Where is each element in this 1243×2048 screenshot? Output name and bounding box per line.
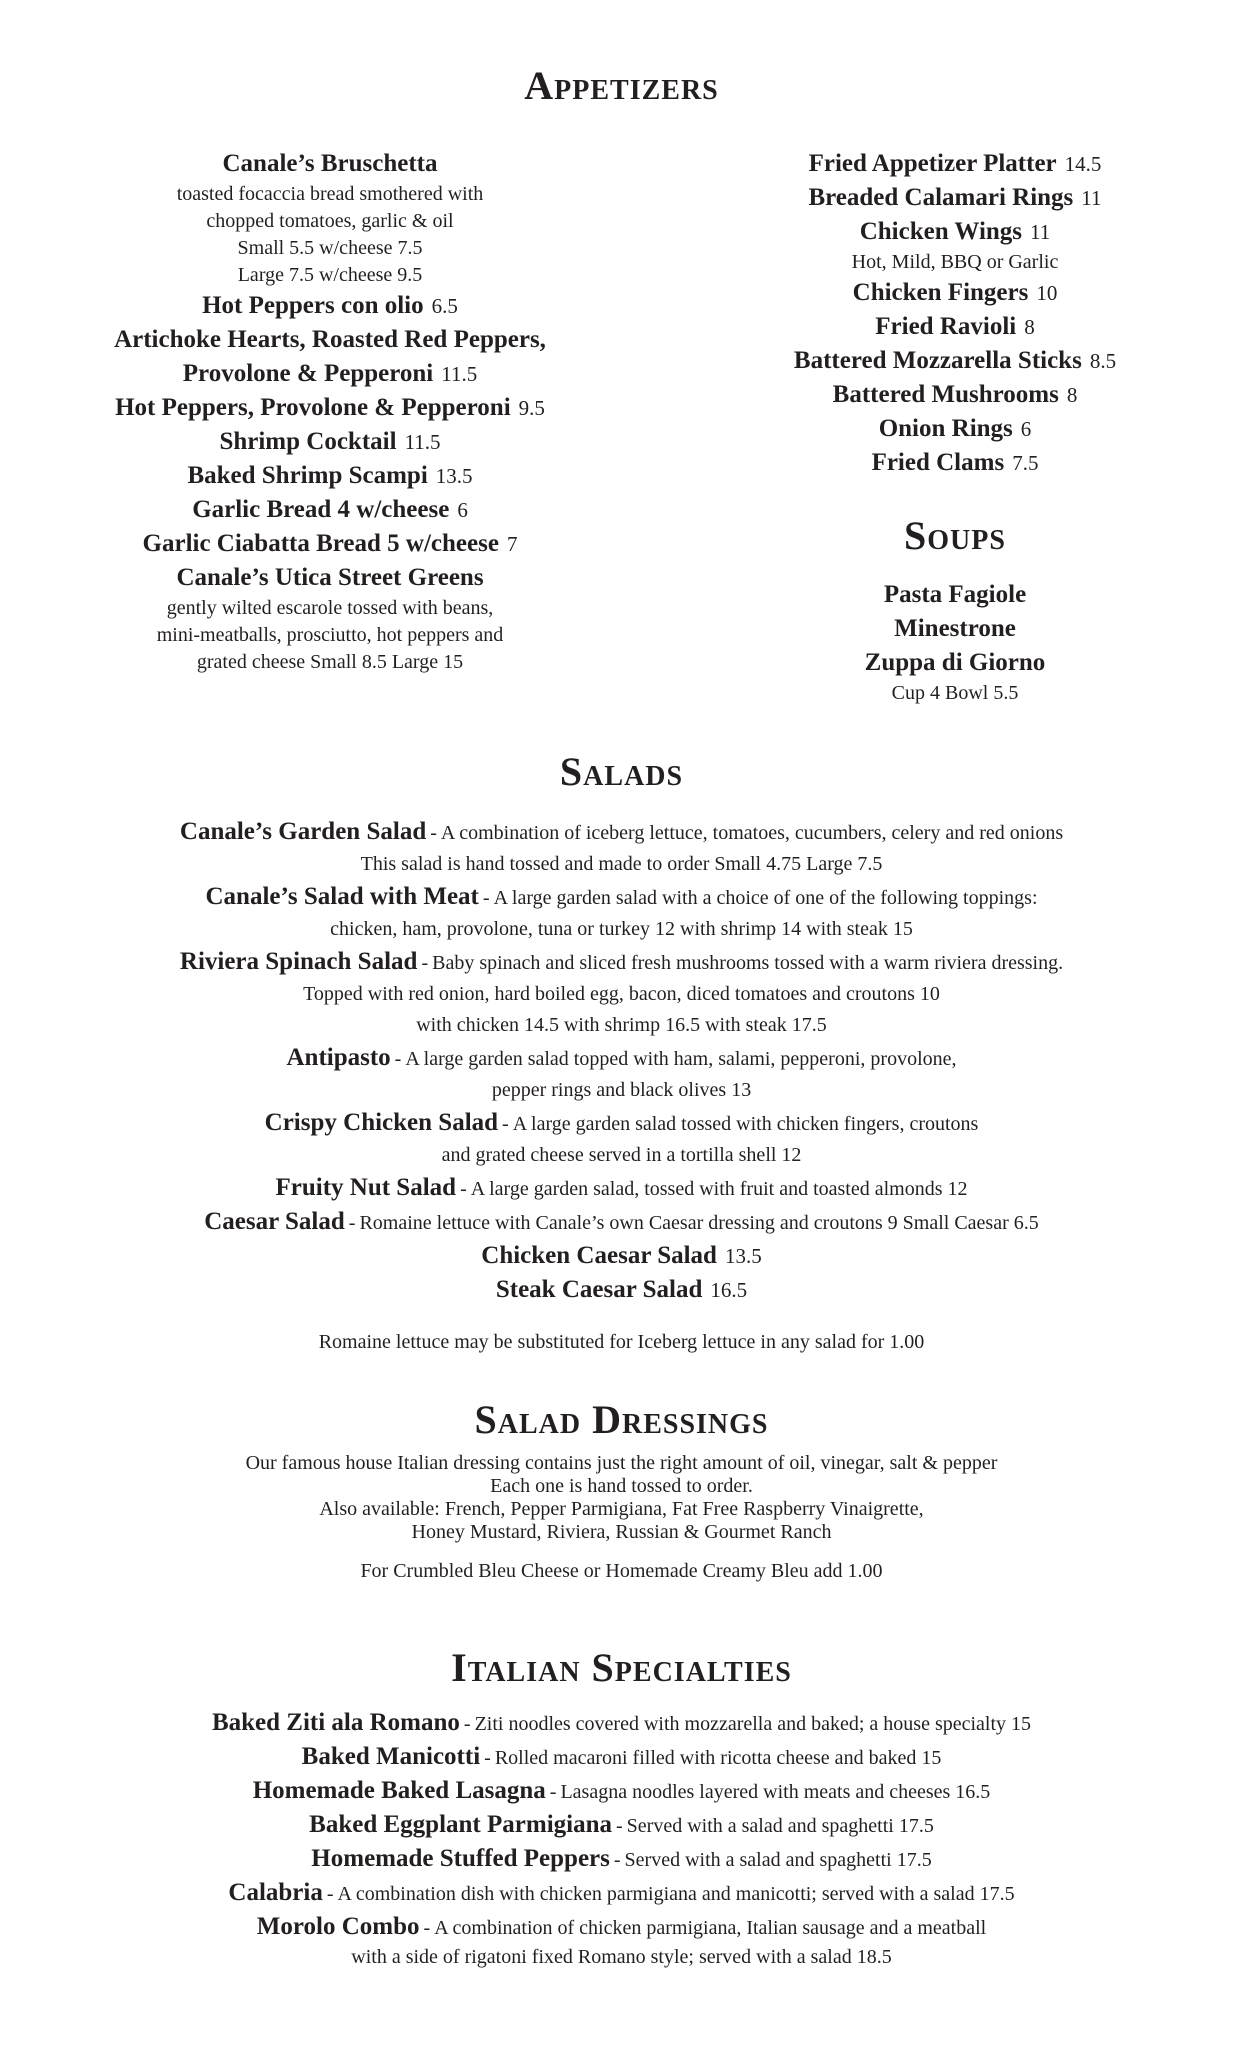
menu-item <box>720 578 1190 612</box>
appetizers-left-column <box>70 147 590 676</box>
separator: - <box>613 1849 621 1871</box>
menu-item-price: 14.5 <box>1064 152 1102 176</box>
menu-item <box>70 459 590 493</box>
menu-item-name: Onion Rings <box>878 415 1013 442</box>
menu-item-name: Chicken Caesar Salad <box>481 1242 717 1269</box>
menu-item <box>720 276 1190 310</box>
menu-line <box>0 1910 1243 1944</box>
menu-item-name: Garlic Bread 4 w/cheese <box>192 496 450 523</box>
menu-line <box>0 1706 1243 1740</box>
menu-line <box>0 1808 1243 1842</box>
menu-line <box>0 1041 1243 1075</box>
menu-item-name: Breaded Calamari Rings <box>808 184 1074 211</box>
dressing-note: For Crumbled Bleu Cheese or Homemade Creamy Bleu add 1.00 <box>360 1560 883 1582</box>
menu-item <box>720 310 1190 344</box>
soups-list <box>720 578 1190 707</box>
menu-line <box>0 1239 1243 1273</box>
menu-item-price: 8 <box>1066 383 1078 407</box>
menu-item <box>720 446 1190 480</box>
menu-item-name: Artichoke Hearts, Roasted Red Peppers, <box>114 326 546 353</box>
appetizers-right-column <box>720 147 1190 480</box>
menu-item-name: Chicken Fingers <box>852 279 1029 306</box>
menu-item-price: 16.5 <box>710 1278 748 1302</box>
menu-item <box>720 646 1190 680</box>
separator: - <box>394 1048 402 1070</box>
menu-item <box>720 378 1190 412</box>
menu-line: Topped with red onion, hard boiled egg, bacon, diced tomatoes and croutons 10 <box>303 983 940 1005</box>
menu-line: pepper rings and black olives 13 <box>491 1079 752 1101</box>
menu-item-description: Ziti noodles covered with mozzarella and baked; a house specialty 15 <box>474 1713 1032 1735</box>
menu-item <box>70 391 590 425</box>
menu-item-price: 8 <box>1024 315 1035 339</box>
menu-item-price: 11 <box>1030 220 1051 244</box>
menu-line: chicken, ham, provolone, tuna or turkey 12 with shrimp 14 with steak 15 <box>330 918 913 940</box>
menu-line <box>0 945 1243 979</box>
menu-item-name: Baked Manicotti <box>301 1743 481 1770</box>
menu-item-description: Romaine lettuce with Canale’s own Caesar dressing and croutons 9 Small Caesar 6.5 <box>359 1212 1039 1234</box>
menu-item-description: gently wilted escarole tossed with beans, <box>166 597 494 619</box>
menu-item-description: Served with a salad and spaghetti 17.5 <box>626 1815 934 1837</box>
spacer <box>0 1544 1243 1556</box>
menu-item-name: Homemade Baked Lasagna <box>252 1777 546 1804</box>
separator: - <box>482 887 490 909</box>
separator: - <box>549 1781 557 1803</box>
menu-item <box>720 612 1190 646</box>
menu-item-description: A large garden salad, tossed with fruit and toasted almonds 12 <box>470 1178 968 1200</box>
menu-item-description: A combination of chicken parmigiana, Italian sausage and a meatball <box>434 1917 987 1939</box>
dressing-line: Honey Mustard, Riviera, Russian & Gourmet Ranch <box>411 1521 832 1543</box>
menu-item <box>70 425 590 459</box>
menu-item-name: Battered Mushrooms <box>832 381 1059 408</box>
menu-item <box>720 344 1190 378</box>
menu-item-description: toasted focaccia bread smothered with <box>176 183 484 205</box>
menu-item-name: Zuppa di Giorno <box>864 649 1046 676</box>
separator: - <box>484 1747 491 1769</box>
section-title-salad-dressings: Salad Dressings <box>474 1397 769 1442</box>
menu-item-price: 8.5 <box>1089 349 1117 373</box>
menu-item-name: Morolo Combo <box>256 1913 420 1940</box>
menu-item <box>70 323 590 357</box>
menu-item-description: mini-meatballs, prosciutto, hot peppers and <box>156 624 504 646</box>
menu-item-price: 7.5 <box>1012 451 1039 475</box>
menu-item-description: Hot, Mild, BBQ or Garlic <box>851 251 1059 273</box>
menu-item-description: grated cheese Small 8.5 Large 15 <box>196 651 464 673</box>
menu-item <box>720 412 1190 446</box>
menu-line <box>0 1273 1243 1307</box>
menu-item-price: 11.5 <box>404 430 441 454</box>
section-title-soups: Soups <box>904 513 1006 558</box>
menu-item-name: Fried Appetizer Platter <box>808 150 1057 177</box>
menu-item-name: Canale’s Garden Salad <box>179 818 427 845</box>
menu-item <box>720 215 1190 249</box>
menu-item-name: Fried Ravioli <box>875 313 1017 340</box>
menu-item-price: 11 <box>1081 186 1102 210</box>
menu-item-description: Large 7.5 w/cheese 9.5 <box>237 264 423 286</box>
separator: - <box>421 952 429 974</box>
separator: - <box>430 822 437 844</box>
menu-item-name: Battered Mozzarella Sticks <box>793 347 1082 374</box>
menu-item-price: 6 <box>1020 417 1032 441</box>
section-title-italian-specialties: Italian Specialties <box>451 1645 792 1690</box>
dressings-text <box>0 1452 1243 1587</box>
menu-item-description: A large garden salad tossed with chicken fingers, croutons <box>512 1113 979 1135</box>
menu-item-name: Riviera Spinach Salad <box>179 948 418 975</box>
menu-item-name: Hot Peppers con olio <box>202 292 424 319</box>
menu-item-name: Steak Caesar Salad <box>495 1276 703 1303</box>
menu-line: and grated cheese served in a tortilla shell 12 <box>441 1144 802 1166</box>
menu-item <box>70 561 590 595</box>
menu-line <box>0 1876 1243 1910</box>
menu-item-name: Fried Clams <box>871 449 1005 476</box>
menu-item-description: A combination dish with chicken parmigiana and manicotti; served with a salad 17.5 <box>337 1883 1015 1905</box>
menu-line <box>0 1740 1243 1774</box>
dressing-line: Each one is hand tossed to order. <box>490 1475 753 1497</box>
menu-item-name: Baked Shrimp Scampi <box>187 462 428 489</box>
menu-line <box>0 1205 1243 1239</box>
menu-line <box>0 815 1243 849</box>
menu-item-name: Pasta Fagiole <box>883 581 1027 608</box>
menu-item-price: 6.5 <box>431 294 458 318</box>
menu-item <box>70 527 590 561</box>
menu-item-name: Fruity Nut Salad <box>275 1174 457 1201</box>
section-title-appetizers: Appetizers <box>524 63 719 108</box>
menu-item-name: Crispy Chicken Salad <box>264 1109 499 1136</box>
menu-item-price: 11.5 <box>441 362 478 386</box>
menu-line <box>0 880 1243 914</box>
section-title-salads: Salads <box>559 749 684 794</box>
menu-item-name: Chicken Wings <box>859 218 1023 245</box>
menu-item-name: Caesar Salad <box>204 1208 345 1235</box>
menu-item-name: Antipasto <box>286 1044 391 1071</box>
menu-item-name: Canale’s Utica Street Greens <box>176 564 484 591</box>
menu-item-price: 6 <box>457 498 468 522</box>
menu-item <box>70 357 590 391</box>
menu-item-description: Lasagna noodles layered with meats and cheeses 16.5 <box>560 1781 991 1803</box>
menu-item-name: Calabria <box>228 1879 323 1906</box>
separator: - <box>616 1815 623 1837</box>
menu-item-name: Shrimp Cocktail <box>219 428 397 455</box>
menu-item-price: 13.5 <box>435 464 473 488</box>
menu-item-name: Canale’s Bruschetta <box>222 150 438 177</box>
menu-item-name: Canale’s Salad with Meat <box>205 883 479 910</box>
menu-item-description: Baby spinach and sliced fresh mushrooms tossed with a warm riviera dressing. <box>432 952 1064 974</box>
separator: - <box>502 1113 509 1135</box>
menu-item-name: Baked Eggplant Parmigiana <box>309 1811 612 1838</box>
menu-item-price: 7 <box>506 532 518 556</box>
dressing-line: Also available: French, Pepper Parmigiana, Fat Free Raspberry Vinaigrette, <box>319 1498 924 1520</box>
menu-line: with a side of rigatoni fixed Romano style; served with a salad 18.5 <box>351 1946 892 1968</box>
menu-item-description: Small 5.5 w/cheese 7.5 <box>237 237 423 259</box>
menu-line: with chicken 14.5 with shrimp 16.5 with steak 17.5 <box>416 1014 827 1036</box>
menu-item-description: A large garden salad with a choice of one of the following toppings: <box>493 887 1038 909</box>
menu-item-price: 13.5 <box>724 1244 762 1268</box>
separator: - <box>348 1212 356 1234</box>
menu-item <box>720 147 1190 181</box>
spacer <box>0 1307 1243 1327</box>
separator: - <box>326 1883 334 1905</box>
menu-item-description: A large garden salad topped with ham, salami, pepperoni, provolone, <box>405 1048 957 1070</box>
menu-line <box>0 1842 1243 1876</box>
menu-item-name: Baked Ziti ala Romano <box>211 1709 460 1736</box>
menu-item-price: 9.5 <box>518 396 545 420</box>
menu-item <box>720 181 1190 215</box>
separator: - <box>423 1917 431 1939</box>
menu-line <box>0 1171 1243 1205</box>
dressing-line: Our famous house Italian dressing contains just the right amount of oil, vinegar, salt & pepper <box>245 1452 998 1474</box>
menu-item-description: Cup 4 Bowl 5.5 <box>891 682 1019 704</box>
salad-note: Romaine lettuce may be substituted for Iceberg lettuce in any salad for 1.00 <box>318 1331 925 1353</box>
menu-item <box>70 147 590 181</box>
menu-item-description: Served with a salad and spaghetti 17.5 <box>624 1849 932 1871</box>
menu-line: This salad is hand tossed and made to order Small 4.75 Large 7.5 <box>360 853 883 875</box>
menu-item-name: Provolone & Pepperoni <box>182 360 434 387</box>
menu-item-description: chopped tomatoes, garlic & oil <box>206 210 454 232</box>
menu-item-name: Homemade Stuffed Peppers <box>311 1845 610 1872</box>
menu-item-price: 10 <box>1036 281 1058 305</box>
menu-item-description: A combination of iceberg lettuce, tomatoes, cucumbers, celery and red onions <box>440 822 1064 844</box>
separator: - <box>463 1713 471 1735</box>
menu-line <box>0 1774 1243 1808</box>
menu-item-name: Minestrone <box>894 615 1016 642</box>
menu-item-name: Garlic Ciabatta Bread 5 w/cheese <box>142 530 499 557</box>
menu-item-description: Rolled macaroni filled with ricotta cheese and baked 15 <box>494 1747 942 1769</box>
specialties-list <box>0 1706 1243 1970</box>
menu-line <box>0 1106 1243 1140</box>
menu-item-name: Hot Peppers, Provolone & Pepperoni <box>115 394 511 421</box>
salads-list <box>0 815 1243 1358</box>
menu-item <box>70 493 590 527</box>
separator: - <box>460 1178 467 1200</box>
menu-item <box>70 289 590 323</box>
